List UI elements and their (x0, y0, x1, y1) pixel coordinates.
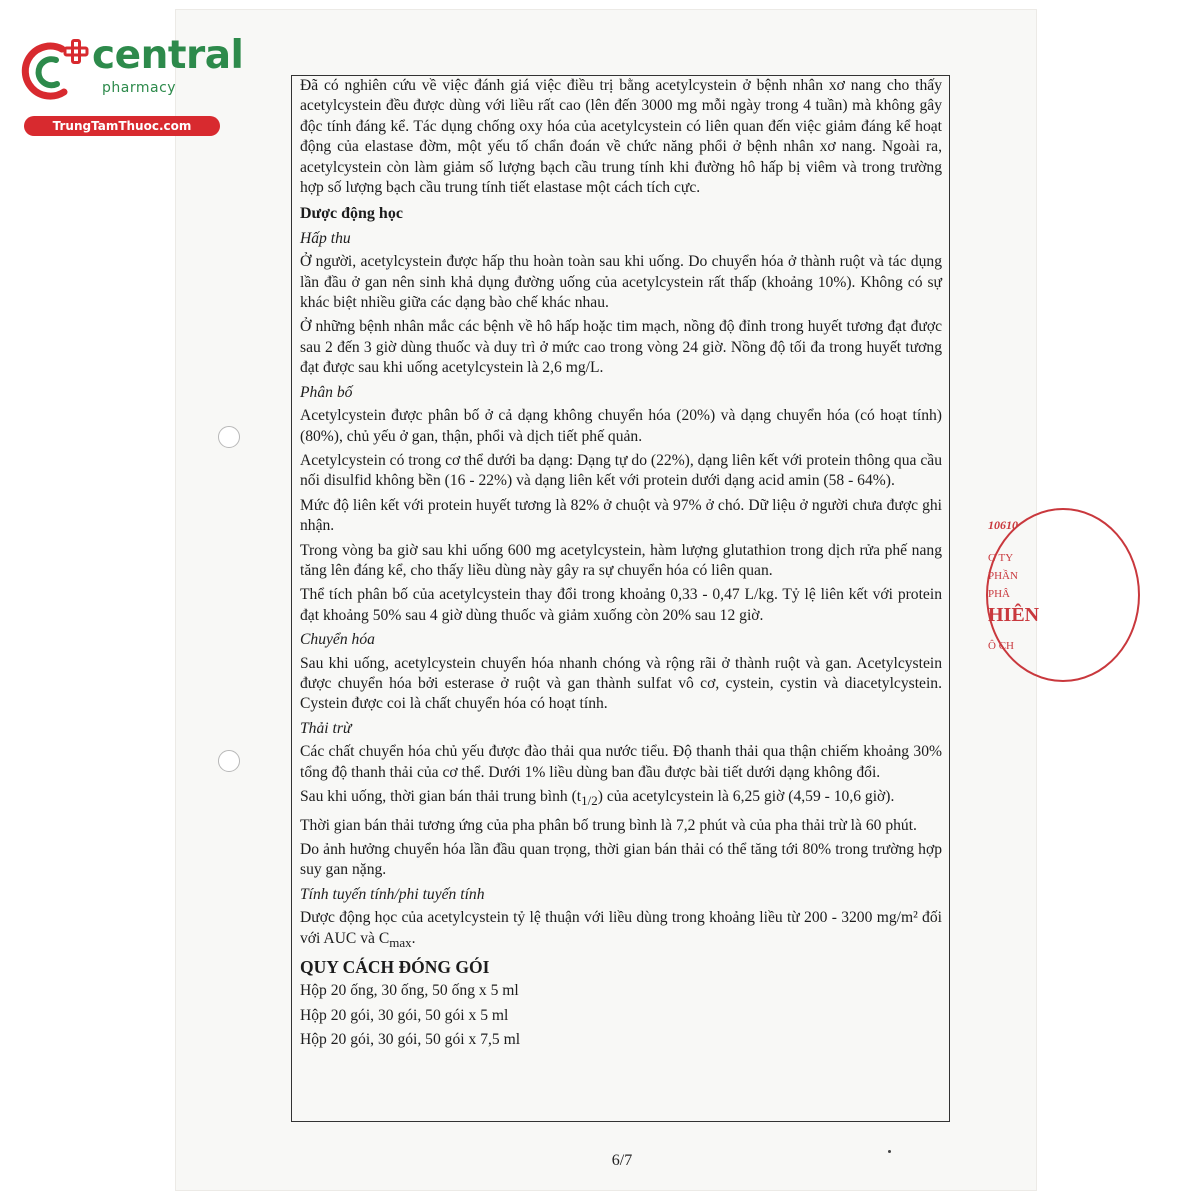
stamp-line: HIÊN (988, 604, 1040, 626)
elimination-half-life-paragraph (300, 787, 942, 812)
absorption-paragraph: Ở những bệnh nhân mắc các bệnh về hô hấp hoặc tim mạch, nồng độ đỉnh trong huyết tương đạt được sau 2 đến 3 giờ dùng thuốc và duy trì ở mức cao trong vòng 24 giờ. Nồng độ tối đa trong huyết tương đạt được sau khi uống acetylcystein là 2,6 mg/L. (300, 318, 942, 377)
metabolism-subheading: Chuyển hóa (300, 631, 375, 649)
scan-speck (888, 1150, 891, 1153)
distribution-paragraph: Mức độ liên kết với protein huyết tương là 82% ở chuột và 97% ở chó. Dữ liệu ở người chưa được ghi nhận. (300, 496, 942, 535)
pharmacokinetics-heading: Dược động học (300, 205, 403, 223)
central-pharmacy-logo-icon (12, 36, 90, 108)
packaging-item: Hộp 20 gói, 30 gói, 50 gói x 7,5 ml (300, 1031, 521, 1049)
half-life-text-end: ) của acetylcystein là 6,25 giờ (4,59 - 10,6 giờ). (597, 788, 895, 805)
stamp-line: PHẦN (988, 570, 1018, 582)
half-life-text-start: Sau khi uống, thời gian bán thải trung bình (t (300, 788, 582, 805)
elimination-paragraph: Do ảnh hưởng chuyển hóa lần đầu quan trọng, thời gian bán thải có thể tăng tới 80% trong trường hợp suy gan nặng. (300, 840, 942, 879)
linearity-text-end: . (411, 929, 416, 947)
page-number: 6/7 (611, 1152, 633, 1169)
packaging-item: Hộp 20 ống, 30 ống, 50 ống x 5 ml (300, 982, 519, 1000)
stamp-line: Ô CH (988, 640, 1014, 652)
binder-hole-top (218, 426, 240, 448)
elimination-paragraph: Thời gian bán thải tương ứng của pha phân bố trung bình là 7,2 phút và của pha thải trừ là 60 phút. (300, 816, 917, 834)
elimination-paragraph: Các chất chuyển hóa chủ yếu được đào thải qua nước tiểu. Độ thanh thải qua thận chiếm khoảng 30% tổng độ thanh thải của cơ thể. Dưới 1% liều dùng ban đầu được bài tiết dưới dạng không đổi. (300, 743, 942, 781)
central-pharmacy-logo[interactable] (12, 33, 244, 136)
absorption-subheading: Hấp thu (300, 229, 351, 247)
logo-website-badge[interactable]: TrungTamThuoc.com (24, 116, 220, 136)
distribution-paragraph: Thể tích phân bố của acetylcystein thay đổi trong khoảng 0,33 - 0,47 L/kg. Tỷ lệ liên kết với protein đạt khoảng 50% sau 4 giờ dùng thuốc và giảm xuống còn 20% sau 12 giờ. (300, 586, 942, 624)
packaging-heading: QUY CÁCH ĐÓNG GÓI (300, 957, 490, 978)
absorption-paragraph: Ở người, acetylcystein được hấp thu hoàn toàn sau khi uống. Do chuyển hóa ở thành ruột và tác dụng lần đầu ở gan nên sinh khả dụng đường uống của acetylcystein rất thấp (khoảng 10%). Không có sự khác biệt nhiều giữa các dạng bào chế khác nhau. (300, 253, 942, 312)
linearity-text-start: Dược động học của acetylcystein tỷ lệ thuận với liều dùng trong khoảng liều từ 200 - 3200 mg/m² đối với AUC và C (300, 909, 942, 947)
distribution-paragraph: Acetylcystein được phân bố ở cả dạng không chuyển hóa (20%) và dạng chuyển hóa (có hoạt tính) (80%), chủ yếu ở gan, thận, phổi và dịch tiết phế quản. (300, 407, 942, 445)
half-life-subscript: 1/2 (581, 793, 598, 809)
red-stamp (986, 508, 1040, 678)
binder-hole-bottom (218, 750, 240, 772)
linearity-subheading: Tính tuyến tính/phi tuyến tính (300, 885, 485, 903)
linearity-paragraph (300, 908, 942, 953)
stamp-line: PHÂ (988, 588, 1011, 600)
distribution-paragraph: Acetylcystein có trong cơ thể dưới ba dạng: Dạng tự do (22%), dạng liên kết với protein thông qua cầu nối disulfid không bền (16 - 22%) và dạng liên kết với protein dưới dạng acid amin (58 - 64%). (300, 451, 942, 490)
packaging-item: Hộp 20 gói, 30 gói, 50 gói x 5 ml (300, 1006, 509, 1024)
elimination-subheading: Thải trừ (300, 719, 352, 737)
distribution-paragraph: Trong vòng ba giờ sau khi uống 600 mg acetylcystein, hàm lượng glutathion trong dịch rửa phế nang tăng lên đáng kể, cho thấy liều dùng này gây ra sự chuyển hóa có liên quan. (300, 541, 942, 579)
cmax-subscript: max (389, 934, 412, 950)
intro-paragraph: Đã có nghiên cứu về việc đánh giá việc điều trị bằng acetylcystein ở bệnh nhân xơ nang cho thấy acetylcystein đều được dùng với liều rất cao (lên đến 3000 mg mỗi ngày trong 4 tuần) mà không gây độc tính đáng kể. Tác dụng chống oxy hóa của acetylcystein có liên quan đến việc giảm đáng kể hoạt động của elastase đờm, một yếu tố chẩn đoán về chức năng phổi ở bệnh nhân xơ nang. Ngoài ra, acetylcystein còn làm giảm số lượng bạch cầu trung tính khi đường hô hấp bị viêm và trong trường hợp số lượng bạch cầu trung tính tiết elastase một cách tích cực. (300, 77, 942, 197)
stamp-line: G TY (988, 552, 1014, 564)
metabolism-paragraph: Sau khi uống, acetylcystein chuyển hóa nhanh chóng và rộng rãi ở thành ruột và gan. Acetylcystein được chuyển hóa bởi esterase ở ruột và gan thành sulfat vô cơ, cystein, cystin và diacetylcystein. Cystein được coi là chất chuyển hóa có hoạt tính. (300, 654, 942, 713)
stamp-code: 10610 (988, 518, 1018, 532)
document-content (291, 75, 950, 1122)
logo-tagline: pharmacy (102, 80, 177, 96)
logo-brand-text: central (92, 33, 244, 78)
distribution-subheading: Phân bố (300, 383, 353, 401)
